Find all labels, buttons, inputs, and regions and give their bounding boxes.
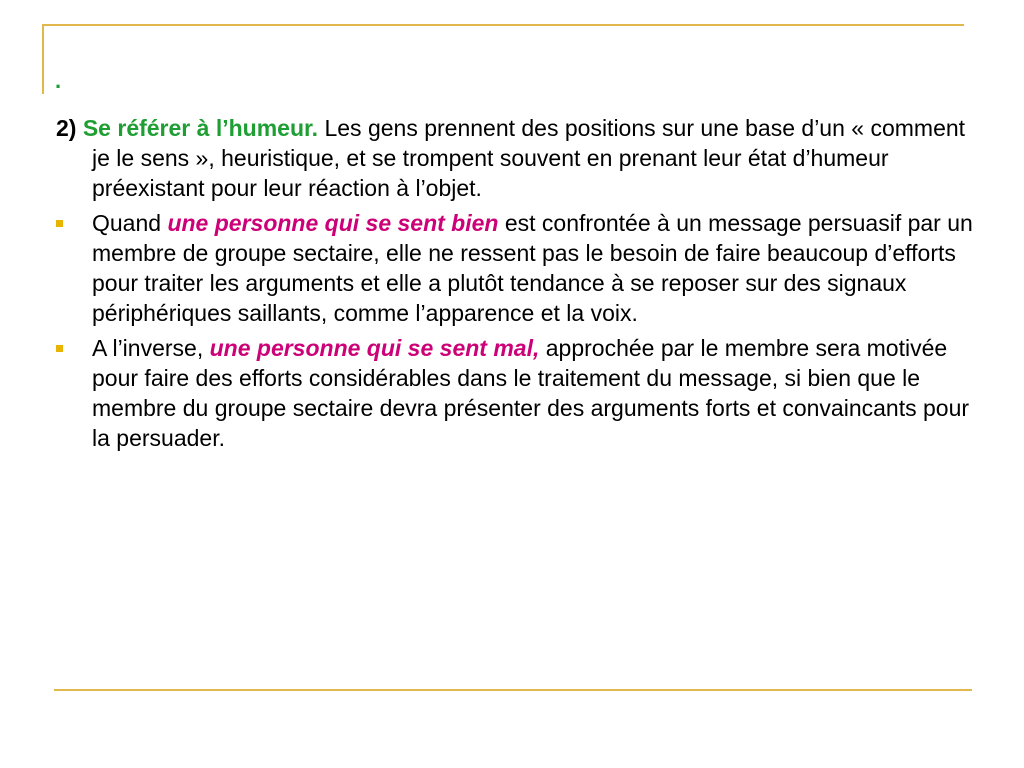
slide-body bbox=[56, 113, 976, 458]
bullet-1-after: est confrontée à un message persuasif par un membre de groupe sectaire, elle ne ressent pas le besoin de faire beaucoup d’efforts pour traiter les arguments et elle a plutôt tendance à se reposer sur des signaux périphériques saillants, comme l’apparence et la voix. bbox=[92, 210, 973, 326]
bullet-item-1 bbox=[56, 208, 976, 328]
left-rule bbox=[42, 24, 44, 94]
intro-paragraph bbox=[56, 113, 976, 203]
bullet-2-before: A l’inverse, bbox=[92, 335, 204, 361]
bullet-2-after: approchée par le membre sera motivée pour faire des efforts considérables dans le traitement du message, si bien que le membre du groupe sectaire devra présenter des arguments forts et convaincants pour la persuader. bbox=[92, 335, 970, 451]
square-bullet-icon bbox=[56, 345, 63, 352]
bottom-rule bbox=[54, 689, 972, 691]
bullet-2-emphasis: une personne qui se sent mal, bbox=[209, 335, 540, 361]
bullet-1-before: Quand bbox=[92, 210, 162, 236]
bullet-1-emphasis: une personne qui se sent bien bbox=[167, 210, 499, 236]
top-rule bbox=[42, 24, 964, 26]
slide-title: . bbox=[55, 68, 62, 93]
square-bullet-icon bbox=[56, 220, 63, 227]
intro-number: 2) bbox=[56, 115, 77, 141]
bullet-item-2 bbox=[56, 333, 976, 453]
intro-heading: Se référer à l’humeur. bbox=[82, 115, 319, 141]
intro-text: Les gens prennent des positions sur une base d’un « comment je le sens », heuristique, et se trompent souvent en prenant leur état d’humeur préexistant pour leur réaction à l’objet. bbox=[92, 115, 966, 201]
